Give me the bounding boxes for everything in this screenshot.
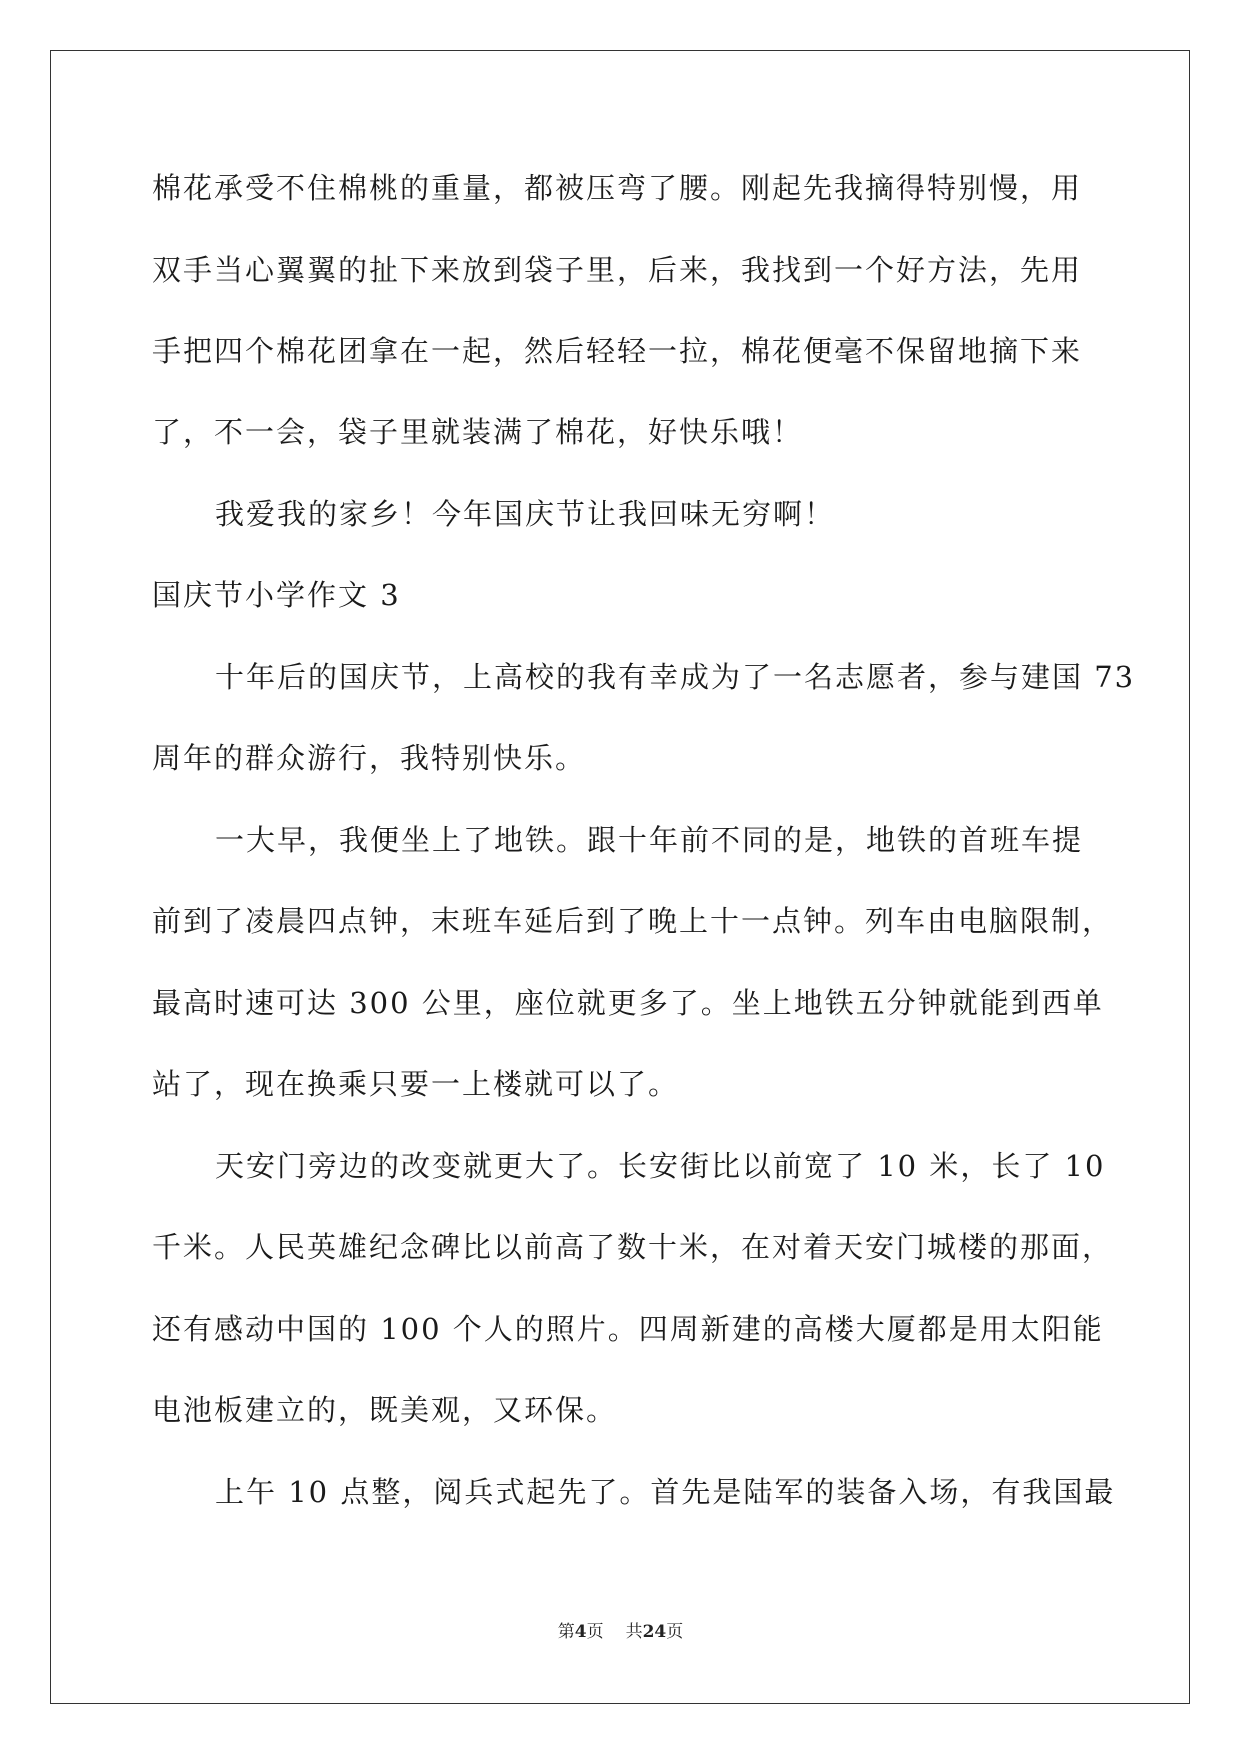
total-pages: 24 — [642, 1622, 667, 1642]
text-line: 天安门旁边的改变就更大了。长安街比以前宽了 10 米，长了 10 — [215, 1149, 1106, 1183]
page-prefix: 第 — [557, 1622, 575, 1642]
text-line: 双手当心翼翼的扯下来放到袋子里，后来，我找到一个好方法，先用 — [152, 253, 1083, 287]
text-line: 棉花承受不住棉桃的重量，都被压弯了腰。刚起先我摘得特别慢，用 — [152, 171, 1083, 205]
section-heading: 国庆节小学作文 3 — [152, 578, 401, 612]
page-footer — [0, 1617, 1241, 1642]
text-line: 一大早，我便坐上了地铁。跟十年前不同的是，地铁的首班车提 — [215, 823, 1084, 857]
text-line: 还有感动中国的 100 个人的照片。四周新建的高楼大厦都是用太阳能 — [152, 1312, 1104, 1346]
page-border — [50, 50, 1190, 1704]
page-suffix: 页 — [586, 1622, 604, 1642]
text-line: 十年后的国庆节，上高校的我有幸成为了一名志愿者，参与建国 73 — [215, 660, 1136, 694]
text-line: 千米。人民英雄纪念碑比以前高了数十米，在对着天安门城楼的那面， — [152, 1230, 1114, 1264]
text-line: 手把四个棉花团拿在一起，然后轻轻一拉，棉花便毫不保留地摘下来 — [152, 334, 1083, 368]
text-line: 电池板建立的，既美观，又环保。 — [152, 1393, 618, 1427]
text-line: 站了，现在换乘只要一上楼就可以了。 — [152, 1067, 680, 1101]
text-line: 前到了凌晨四点钟，末班车延后到了晚上十一点钟。列车由电脑限制， — [152, 904, 1114, 938]
text-line: 了，不一会，袋子里就装满了棉花，好快乐哦！ — [152, 415, 804, 449]
text-line: 我爱我的家乡！今年国庆节让我回味无穷啊！ — [215, 497, 836, 531]
page-number: 4 — [574, 1622, 587, 1642]
text-line: 上午 10 点整，阅兵式起先了。首先是陆军的装备入场，有我国最 — [215, 1475, 1116, 1509]
text-line: 周年的群众游行，我特别快乐。 — [152, 741, 587, 775]
total-prefix: 共 — [625, 1622, 643, 1642]
text-line: 最高时速可达 300 公里，座位就更多了。坐上地铁五分钟就能到西单 — [152, 986, 1104, 1020]
total-suffix: 页 — [666, 1622, 684, 1642]
